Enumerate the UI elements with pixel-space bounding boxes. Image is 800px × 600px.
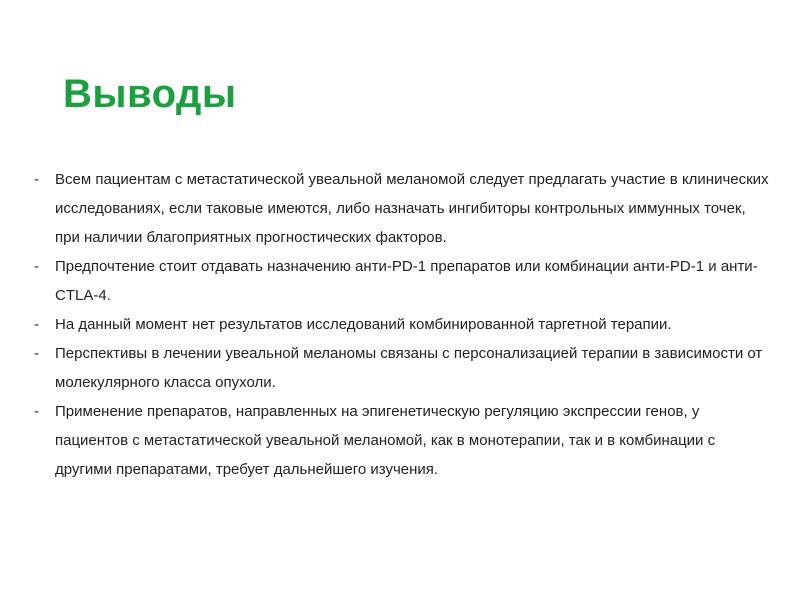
list-item	[34, 339, 774, 397]
slide-title: Выводы	[63, 72, 237, 116]
bullet-marker: -	[34, 316, 39, 333]
bullet-text: Применение препаратов, направленных на эпигенетическую регуляцию экспрессии генов, у пациентов с метастатической увеальной меланомой, как в монотерапии, так и в комбинации с другими препаратами, требует дальнейшего изучения.	[55, 403, 716, 478]
list-item	[34, 165, 774, 252]
bullet-text: На данный момент нет результатов исследований комбинированной таргетной терапии.	[55, 316, 672, 333]
list-item	[34, 310, 774, 339]
list-item	[34, 252, 774, 310]
bullet-marker: -	[34, 258, 39, 275]
conclusions-list	[34, 165, 774, 484]
bullet-marker: -	[34, 171, 39, 188]
bullet-text: Перспективы в лечении увеальной меланомы связаны с персонализацией терапии в зависимости от молекулярного класса опухоли.	[55, 345, 763, 391]
bullet-marker: -	[34, 345, 39, 362]
bullet-marker: -	[34, 403, 39, 420]
list-item	[34, 397, 774, 484]
bullet-text: Предпочтение стоит отдавать назначению анти-PD-1 препаратов или комбинации анти-PD-1 и анти-CTLA-4.	[55, 258, 758, 304]
bullet-text: Всем пациентам с метастатической увеальной меланомой следует предлагать участие в клинических исследованиях, если таковые имеются, либо назначать ингибиторы контрольных иммунных точек, при наличии благоприятных прогностических факторов.	[55, 171, 769, 246]
